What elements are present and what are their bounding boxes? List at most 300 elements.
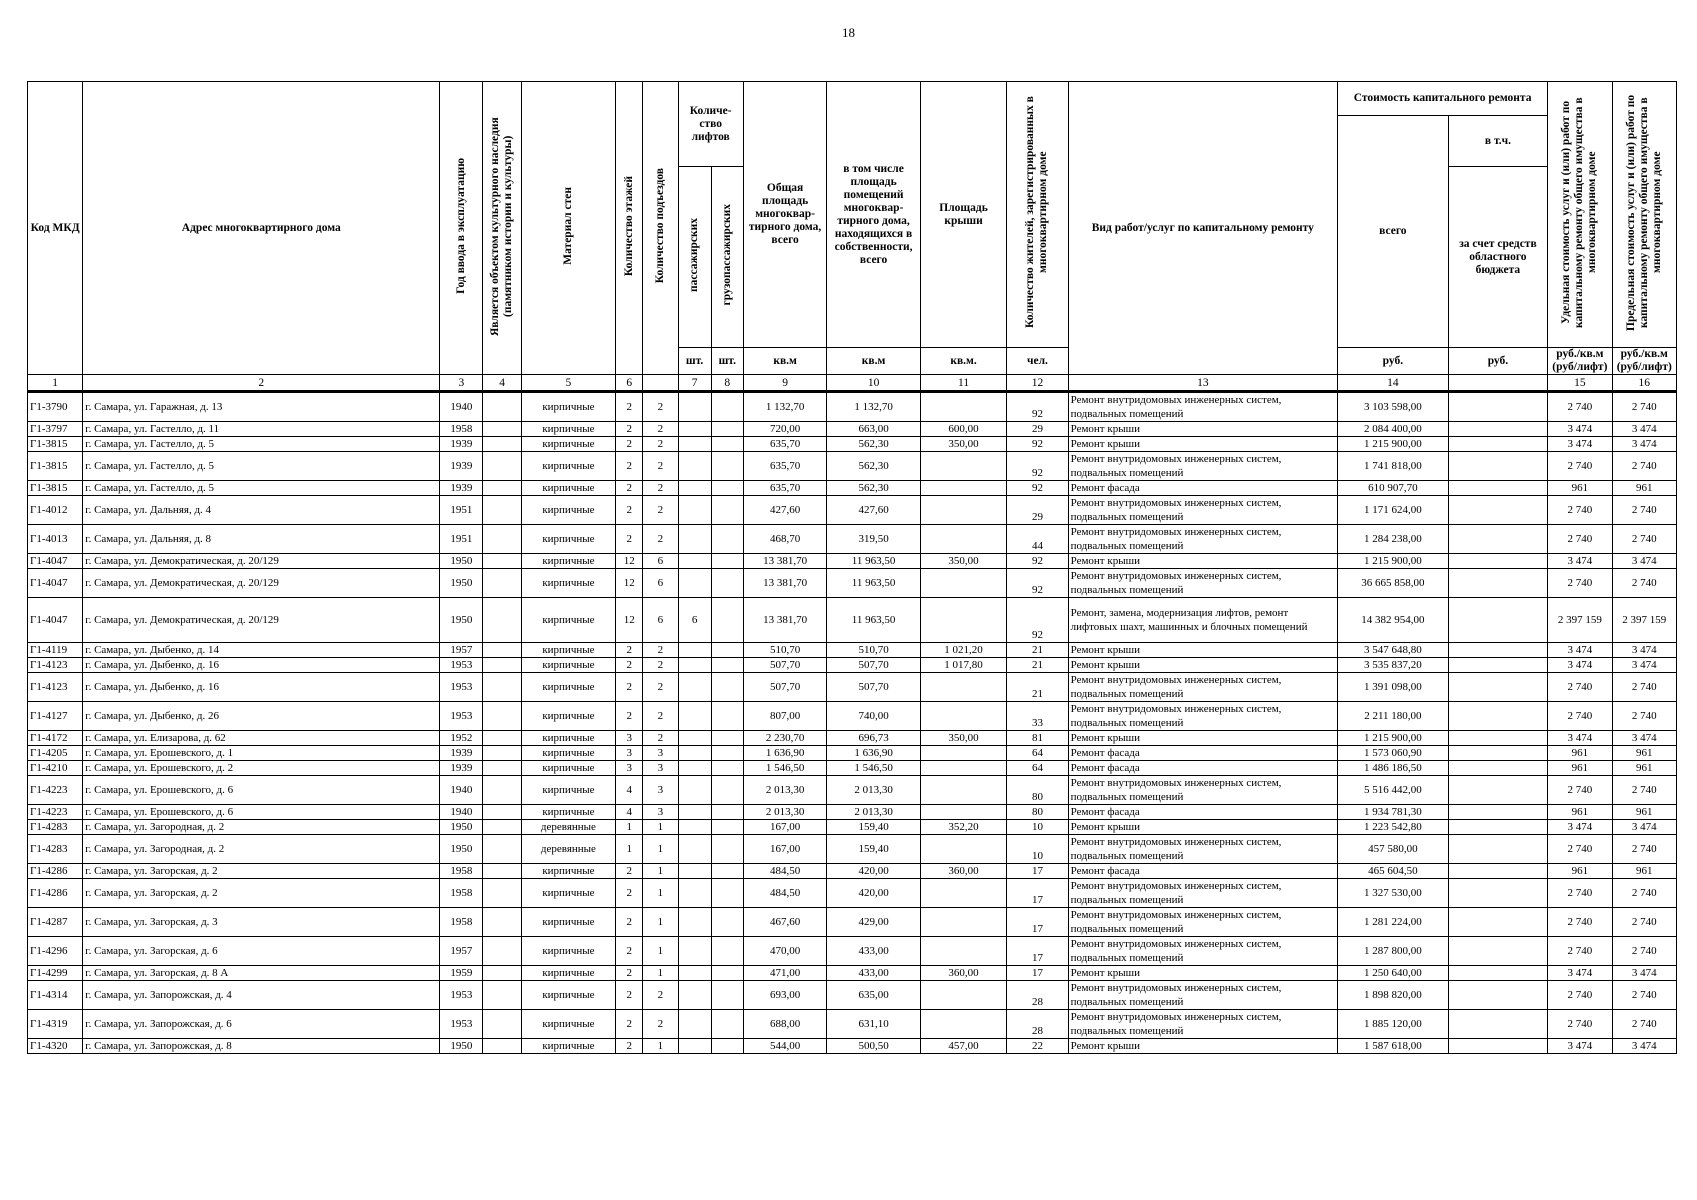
- cell-roof-area: 457,00: [920, 1039, 1006, 1054]
- cell-owned-area: 159,40: [827, 820, 921, 835]
- cell-floors: 1: [616, 835, 643, 864]
- cell-work-type: Ремонт крыши: [1068, 422, 1337, 437]
- cell-lifts-cargo: [711, 437, 743, 452]
- column-number: 6: [616, 375, 643, 392]
- cell-owned-area: 1 546,50: [827, 761, 921, 776]
- cell-cost-regional: [1448, 966, 1548, 981]
- cell-max-cost: 2 740: [1612, 496, 1676, 525]
- cell-roof-area: [920, 805, 1006, 820]
- cell-cost-total: 1 215 900,00: [1338, 554, 1449, 569]
- cell-heritage: [483, 937, 521, 966]
- cell-lifts-passenger: [678, 481, 711, 496]
- unit-roof-area: кв.м.: [920, 348, 1006, 375]
- cell-owned-area: 433,00: [827, 937, 921, 966]
- cell-walls: кирпичные: [521, 658, 616, 673]
- cell-max-cost: 2 740: [1612, 879, 1676, 908]
- table-row: [28, 908, 1677, 937]
- cell-work-type: Ремонт внутридомовых инженерных систем, подвальных помещений: [1068, 452, 1337, 481]
- cell-address: г. Самара, ул. Демократическая, д. 20/129: [83, 598, 440, 643]
- cell-entrances: 2: [643, 673, 678, 702]
- cell-lifts-passenger: [678, 702, 711, 731]
- cell-residents: 92: [1007, 554, 1068, 569]
- cell-year: 1950: [440, 1039, 483, 1054]
- unit-pcs-passenger: шт.: [678, 348, 711, 375]
- cell-max-cost: 3 474: [1612, 643, 1676, 658]
- cell-lifts-passenger: [678, 908, 711, 937]
- cell-max-cost: 961: [1612, 746, 1676, 761]
- cell-year: 1950: [440, 835, 483, 864]
- cell-lifts-cargo: [711, 864, 743, 879]
- cell-residents: 92: [1007, 437, 1068, 452]
- cell-walls: кирпичные: [521, 496, 616, 525]
- cell-max-cost: 2 740: [1612, 525, 1676, 554]
- cell-residents: 64: [1007, 746, 1068, 761]
- cell-address: г. Самара, ул. Дыбенко, д. 16: [83, 673, 440, 702]
- cell-owned-area: 631,10: [827, 1010, 921, 1039]
- cell-cost-total: 5 516 442,00: [1338, 776, 1449, 805]
- cell-cost-total: 1 281 224,00: [1338, 908, 1449, 937]
- cell-code: Г1-4013: [28, 525, 83, 554]
- cell-work-type: Ремонт фасада: [1068, 761, 1337, 776]
- cell-address: г. Самара, ул. Загородная, д. 2: [83, 835, 440, 864]
- cell-unit-cost: 2 740: [1548, 702, 1612, 731]
- cell-work-type: Ремонт, замена, модернизация лифтов, ремонт лифтовых шахт, машинных и блочных помещений: [1068, 598, 1337, 643]
- cell-heritage: [483, 820, 521, 835]
- cell-floors: 2: [616, 392, 643, 422]
- cell-lifts-passenger: [678, 879, 711, 908]
- cell-roof-area: [920, 452, 1006, 481]
- cell-roof-area: [920, 1010, 1006, 1039]
- cell-roof-area: 350,00: [920, 554, 1006, 569]
- header-unit-cost: Удельная стоимость услуг и (или) работ по капитальному ремонту общего имущества в многоквартирном доме: [1548, 82, 1612, 348]
- cell-code: Г1-4127: [28, 702, 83, 731]
- cell-total-area: 427,60: [743, 496, 826, 525]
- cell-cost-regional: [1448, 805, 1548, 820]
- cell-year: 1940: [440, 805, 483, 820]
- cell-walls: кирпичные: [521, 481, 616, 496]
- cell-roof-area: [920, 525, 1006, 554]
- cell-year: 1939: [440, 746, 483, 761]
- table-row: [28, 966, 1677, 981]
- cell-cost-regional: [1448, 481, 1548, 496]
- cell-max-cost: 3 474: [1612, 731, 1676, 746]
- cell-floors: 2: [616, 437, 643, 452]
- cell-roof-area: [920, 776, 1006, 805]
- cell-walls: кирпичные: [521, 702, 616, 731]
- cell-code: Г1-3815: [28, 481, 83, 496]
- cell-roof-area: [920, 569, 1006, 598]
- cell-cost-regional: [1448, 392, 1548, 422]
- cell-roof-area: [920, 761, 1006, 776]
- cell-lifts-passenger: [678, 761, 711, 776]
- cell-work-type: Ремонт внутридомовых инженерных систем, подвальных помещений: [1068, 908, 1337, 937]
- cell-entrances: 2: [643, 731, 678, 746]
- cell-total-area: 1 636,90: [743, 746, 826, 761]
- cell-work-type: Ремонт крыши: [1068, 1039, 1337, 1054]
- cell-residents: 28: [1007, 1010, 1068, 1039]
- cell-cost-regional: [1448, 761, 1548, 776]
- cell-residents: 44: [1007, 525, 1068, 554]
- cell-walls: кирпичные: [521, 673, 616, 702]
- header-work-type: Вид работ/услуг по капитальному ремонту: [1068, 82, 1337, 375]
- cell-floors: 3: [616, 761, 643, 776]
- cell-cost-regional: [1448, 776, 1548, 805]
- cell-walls: кирпичные: [521, 422, 616, 437]
- cell-heritage: [483, 879, 521, 908]
- cell-unit-cost: 2 740: [1548, 776, 1612, 805]
- cell-year: 1957: [440, 937, 483, 966]
- cell-owned-area: 1 132,70: [827, 392, 921, 422]
- cell-code: Г1-3797: [28, 422, 83, 437]
- cell-cost-total: 1 223 542,80: [1338, 820, 1449, 835]
- cell-residents: 81: [1007, 731, 1068, 746]
- cell-year: 1952: [440, 731, 483, 746]
- cell-unit-cost: 2 740: [1548, 525, 1612, 554]
- cell-work-type: Ремонт внутридомовых инженерных систем, подвальных помещений: [1068, 776, 1337, 805]
- unit-cost-regional: руб.: [1448, 348, 1548, 375]
- cell-max-cost: 3 474: [1612, 658, 1676, 673]
- cell-roof-area: [920, 481, 1006, 496]
- cell-total-area: 544,00: [743, 1039, 826, 1054]
- cell-roof-area: 1 021,20: [920, 643, 1006, 658]
- cell-floors: 2: [616, 1010, 643, 1039]
- cell-walls: кирпичные: [521, 452, 616, 481]
- cell-floors: 2: [616, 879, 643, 908]
- cell-year: 1939: [440, 481, 483, 496]
- cell-max-cost: 3 474: [1612, 966, 1676, 981]
- cell-roof-area: [920, 746, 1006, 761]
- cell-address: г. Самара, ул. Дальняя, д. 4: [83, 496, 440, 525]
- cell-floors: 2: [616, 673, 643, 702]
- cell-address: г. Самара, ул. Загорская, д. 6: [83, 937, 440, 966]
- cell-max-cost: 2 740: [1612, 937, 1676, 966]
- cell-code: Г1-4205: [28, 746, 83, 761]
- cell-entrances: 2: [643, 658, 678, 673]
- cell-work-type: Ремонт внутридомовых инженерных систем, подвальных помещений: [1068, 702, 1337, 731]
- cell-floors: 2: [616, 908, 643, 937]
- cell-address: г. Самара, ул. Загородная, д. 2: [83, 820, 440, 835]
- cell-total-area: 507,70: [743, 673, 826, 702]
- cell-lifts-passenger: [678, 820, 711, 835]
- cell-lifts-cargo: [711, 879, 743, 908]
- cell-roof-area: [920, 937, 1006, 966]
- cell-address: г. Самара, ул. Дальняя, д. 8: [83, 525, 440, 554]
- cell-roof-area: [920, 598, 1006, 643]
- cell-work-type: Ремонт внутридомовых инженерных систем, подвальных помещений: [1068, 879, 1337, 908]
- cell-lifts-passenger: [678, 966, 711, 981]
- cell-work-type: Ремонт внутридомовых инженерных систем, подвальных помещений: [1068, 392, 1337, 422]
- cell-heritage: [483, 746, 521, 761]
- cell-lifts-passenger: [678, 864, 711, 879]
- cell-code: Г1-4299: [28, 966, 83, 981]
- table-row: [28, 776, 1677, 805]
- header-owned-area: в том числе площадь помещений многоквар-тирного дома, находящихся в собственности, всего: [827, 82, 921, 348]
- cell-year: 1939: [440, 761, 483, 776]
- cell-roof-area: [920, 908, 1006, 937]
- cell-floors: 2: [616, 981, 643, 1010]
- cell-lifts-passenger: [678, 937, 711, 966]
- cell-roof-area: 350,00: [920, 731, 1006, 746]
- cell-walls: кирпичные: [521, 746, 616, 761]
- cell-max-cost: 3 474: [1612, 422, 1676, 437]
- cell-heritage: [483, 525, 521, 554]
- cell-unit-cost: 3 474: [1548, 437, 1612, 452]
- cell-year: 1958: [440, 422, 483, 437]
- cell-total-area: 167,00: [743, 820, 826, 835]
- cell-owned-area: 510,70: [827, 643, 921, 658]
- cell-max-cost: 961: [1612, 761, 1676, 776]
- header-lifts-cargo: грузопассажирских: [711, 167, 743, 348]
- cell-total-area: 2 013,30: [743, 776, 826, 805]
- cell-heritage: [483, 643, 521, 658]
- cell-residents: 29: [1007, 422, 1068, 437]
- cell-max-cost: 3 474: [1612, 437, 1676, 452]
- cell-year: 1939: [440, 452, 483, 481]
- cell-residents: 64: [1007, 761, 1068, 776]
- cell-total-area: 720,00: [743, 422, 826, 437]
- table-row: [28, 1039, 1677, 1054]
- cell-owned-area: 562,30: [827, 437, 921, 452]
- cell-lifts-passenger: [678, 776, 711, 805]
- cell-residents: 92: [1007, 598, 1068, 643]
- cell-lifts-passenger: [678, 554, 711, 569]
- cell-year: 1953: [440, 673, 483, 702]
- cell-cost-total: 1 934 781,30: [1338, 805, 1449, 820]
- cell-code: Г1-4123: [28, 673, 83, 702]
- cell-max-cost: 2 740: [1612, 981, 1676, 1010]
- cell-cost-total: 1 250 640,00: [1338, 966, 1449, 981]
- header-lifts-group: Количе-ство лифтов: [678, 82, 743, 167]
- cell-code: Г1-4210: [28, 761, 83, 776]
- cell-roof-area: [920, 702, 1006, 731]
- cell-work-type: Ремонт крыши: [1068, 554, 1337, 569]
- cell-cost-regional: [1448, 673, 1548, 702]
- column-number: 14: [1338, 375, 1449, 392]
- column-number: 7: [678, 375, 711, 392]
- cell-lifts-cargo: [711, 392, 743, 422]
- cell-floors: 12: [616, 598, 643, 643]
- cell-lifts-cargo: [711, 658, 743, 673]
- cell-heritage: [483, 569, 521, 598]
- cell-floors: 2: [616, 422, 643, 437]
- cell-entrances: 3: [643, 776, 678, 805]
- column-number: 9: [743, 375, 826, 392]
- table-row: [28, 937, 1677, 966]
- cell-address: г. Самара, ул. Запорожская, д. 4: [83, 981, 440, 1010]
- cell-walls: кирпичные: [521, 643, 616, 658]
- cell-lifts-passenger: [678, 805, 711, 820]
- cell-unit-cost: 2 740: [1548, 937, 1612, 966]
- table-row: [28, 835, 1677, 864]
- cell-lifts-passenger: [678, 746, 711, 761]
- cell-address: г. Самара, ул. Демократическая, д. 20/129: [83, 554, 440, 569]
- cell-heritage: [483, 981, 521, 1010]
- cell-cost-regional: [1448, 835, 1548, 864]
- cell-total-area: 2 013,30: [743, 805, 826, 820]
- cell-roof-area: 360,00: [920, 864, 1006, 879]
- cell-year: 1950: [440, 569, 483, 598]
- cell-walls: кирпичные: [521, 776, 616, 805]
- cell-cost-regional: [1448, 643, 1548, 658]
- cell-year: 1951: [440, 496, 483, 525]
- cell-address: г. Самара, ул. Дыбенко, д. 26: [83, 702, 440, 731]
- cell-lifts-cargo: [711, 525, 743, 554]
- table-row: [28, 496, 1677, 525]
- cell-owned-area: 319,50: [827, 525, 921, 554]
- cell-address: г. Самара, ул. Гастелло, д. 5: [83, 481, 440, 496]
- cell-address: г. Самара, ул. Дыбенко, д. 16: [83, 658, 440, 673]
- cell-entrances: 2: [643, 452, 678, 481]
- cell-total-area: 507,70: [743, 658, 826, 673]
- cell-lifts-cargo: [711, 820, 743, 835]
- cell-entrances: 1: [643, 966, 678, 981]
- cell-heritage: [483, 422, 521, 437]
- cell-work-type: Ремонт крыши: [1068, 820, 1337, 835]
- cell-cost-regional: [1448, 908, 1548, 937]
- cell-heritage: [483, 658, 521, 673]
- cell-lifts-cargo: [711, 805, 743, 820]
- unit-owned-area: кв.м: [827, 348, 921, 375]
- cell-floors: 2: [616, 496, 643, 525]
- cell-heritage: [483, 761, 521, 776]
- cell-walls: кирпичные: [521, 437, 616, 452]
- cell-cost-total: 3 547 648,80: [1338, 643, 1449, 658]
- cell-work-type: Ремонт внутридомовых инженерных систем, подвальных помещений: [1068, 981, 1337, 1010]
- cell-cost-regional: [1448, 1039, 1548, 1054]
- table-row: [28, 392, 1677, 422]
- cell-cost-total: 36 665 858,00: [1338, 569, 1449, 598]
- cell-walls: кирпичные: [521, 805, 616, 820]
- cell-cost-regional: [1448, 496, 1548, 525]
- cell-owned-area: 2 013,30: [827, 776, 921, 805]
- cell-year: 1950: [440, 598, 483, 643]
- cell-lifts-passenger: [678, 422, 711, 437]
- cell-work-type: Ремонт внутридомовых инженерных систем, подвальных помещений: [1068, 496, 1337, 525]
- table-row: [28, 643, 1677, 658]
- cell-cost-total: 1 287 800,00: [1338, 937, 1449, 966]
- cell-address: г. Самара, ул. Ерошевского, д. 6: [83, 776, 440, 805]
- cell-lifts-cargo: [711, 937, 743, 966]
- cell-lifts-passenger: [678, 452, 711, 481]
- cell-heritage: [483, 452, 521, 481]
- cell-lifts-passenger: [678, 1039, 711, 1054]
- cell-heritage: [483, 864, 521, 879]
- cell-total-area: 635,70: [743, 437, 826, 452]
- cell-cost-total: 1 215 900,00: [1338, 731, 1449, 746]
- cell-floors: 2: [616, 1039, 643, 1054]
- cell-owned-area: 11 963,50: [827, 569, 921, 598]
- column-number: 11: [920, 375, 1006, 392]
- cell-owned-area: 507,70: [827, 673, 921, 702]
- cell-heritage: [483, 673, 521, 702]
- cell-owned-area: 11 963,50: [827, 598, 921, 643]
- cell-work-type: Ремонт внутридомовых инженерных систем, подвальных помещений: [1068, 1010, 1337, 1039]
- cell-roof-area: [920, 835, 1006, 864]
- cell-code: Г1-4320: [28, 1039, 83, 1054]
- cell-entrances: 6: [643, 554, 678, 569]
- table-row: [28, 879, 1677, 908]
- cell-address: г. Самара, ул. Загорская, д. 2: [83, 864, 440, 879]
- cell-year: 1950: [440, 820, 483, 835]
- cell-lifts-cargo: [711, 702, 743, 731]
- cell-address: г. Самара, ул. Запорожская, д. 8: [83, 1039, 440, 1054]
- header-code: Код МКД: [28, 82, 83, 375]
- cell-entrances: 1: [643, 1039, 678, 1054]
- cell-year: 1953: [440, 1010, 483, 1039]
- cell-cost-regional: [1448, 554, 1548, 569]
- cell-residents: 33: [1007, 702, 1068, 731]
- cell-code: Г1-4319: [28, 1010, 83, 1039]
- cell-code: Г1-4314: [28, 981, 83, 1010]
- cell-code: Г1-4012: [28, 496, 83, 525]
- cell-lifts-passenger: [678, 392, 711, 422]
- cell-max-cost: 2 740: [1612, 673, 1676, 702]
- cell-floors: 2: [616, 702, 643, 731]
- cell-code: Г1-4223: [28, 805, 83, 820]
- cell-residents: 80: [1007, 776, 1068, 805]
- cell-residents: 92: [1007, 481, 1068, 496]
- cell-owned-area: 740,00: [827, 702, 921, 731]
- table-row: [28, 746, 1677, 761]
- cell-entrances: 2: [643, 525, 678, 554]
- cell-work-type: Ремонт фасада: [1068, 481, 1337, 496]
- cell-unit-cost: 2 740: [1548, 908, 1612, 937]
- cell-unit-cost: 2 740: [1548, 569, 1612, 598]
- cell-address: г. Самара, ул. Ерошевского, д. 6: [83, 805, 440, 820]
- cell-heritage: [483, 496, 521, 525]
- cell-lifts-passenger: [678, 981, 711, 1010]
- cell-floors: 1: [616, 820, 643, 835]
- table-row: [28, 1010, 1677, 1039]
- cell-max-cost: 3 474: [1612, 1039, 1676, 1054]
- cell-total-area: 807,00: [743, 702, 826, 731]
- header-cost-incl: в т.ч.: [1448, 116, 1548, 167]
- cell-unit-cost: 3 474: [1548, 1039, 1612, 1054]
- cell-work-type: Ремонт крыши: [1068, 658, 1337, 673]
- cell-cost-regional: [1448, 981, 1548, 1010]
- cell-owned-area: 429,00: [827, 908, 921, 937]
- cell-lifts-cargo: [711, 496, 743, 525]
- cell-work-type: Ремонт крыши: [1068, 643, 1337, 658]
- cell-year: 1950: [440, 554, 483, 569]
- cell-entrances: 2: [643, 392, 678, 422]
- cell-owned-area: 159,40: [827, 835, 921, 864]
- cell-entrances: 2: [643, 643, 678, 658]
- cell-entrances: 2: [643, 496, 678, 525]
- page-number: 18: [842, 25, 855, 40]
- cell-total-area: 13 381,70: [743, 598, 826, 643]
- unit-cost-total: руб.: [1338, 348, 1449, 375]
- cell-code: Г1-3790: [28, 392, 83, 422]
- table-row: [28, 554, 1677, 569]
- cell-year: 1951: [440, 525, 483, 554]
- cell-lifts-passenger: [678, 643, 711, 658]
- cell-lifts-passenger: [678, 569, 711, 598]
- cell-walls: кирпичные: [521, 908, 616, 937]
- column-number: 4: [483, 375, 521, 392]
- cell-residents: 17: [1007, 937, 1068, 966]
- table-row: [28, 820, 1677, 835]
- cell-address: г. Самара, ул. Гаражная, д. 13: [83, 392, 440, 422]
- table-row: [28, 731, 1677, 746]
- cell-cost-total: 14 382 954,00: [1338, 598, 1449, 643]
- cell-cost-regional: [1448, 879, 1548, 908]
- cell-owned-area: 507,70: [827, 658, 921, 673]
- cell-lifts-passenger: 6: [678, 598, 711, 643]
- table-row: [28, 422, 1677, 437]
- cell-unit-cost: 3 474: [1548, 820, 1612, 835]
- cell-entrances: 1: [643, 820, 678, 835]
